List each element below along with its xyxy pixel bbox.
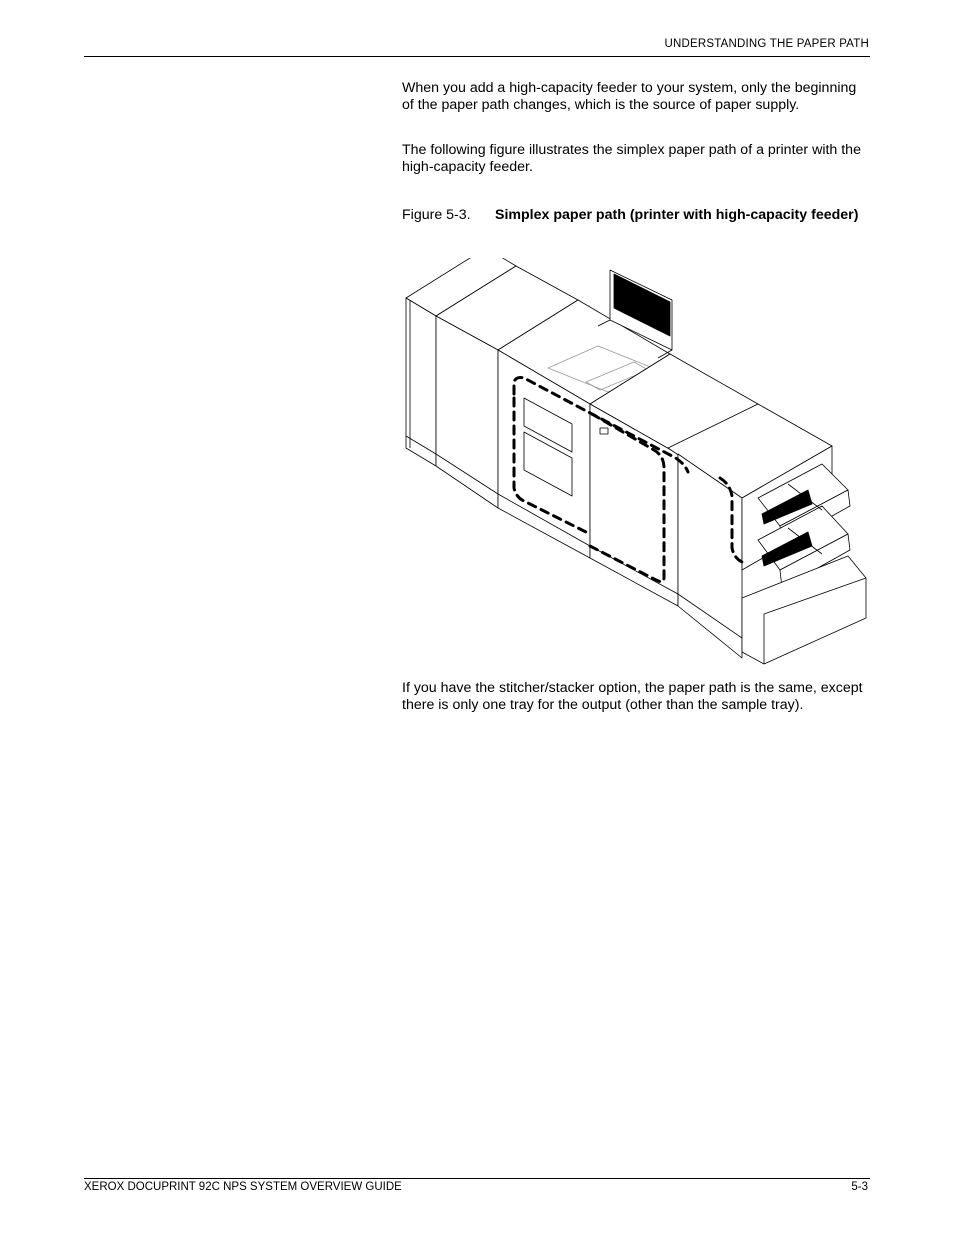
footer-guide-title: XEROX DOCUPRINT 92C NPS SYSTEM OVERVIEW GUIDE (84, 1181, 402, 1193)
footer-rule (84, 1178, 870, 1179)
figure-number: Figure 5-3. (402, 207, 471, 223)
header-rule (84, 56, 870, 57)
paragraph-intro: When you add a high-capacity feeder to your system, only the beginning of the paper path changes, which is the source of paper supply. (402, 80, 857, 113)
page-number: 5-3 (851, 1181, 868, 1193)
figure-title: Simplex paper path (printer with high-capacity feeder) (495, 207, 859, 223)
paragraph-stitcher: If you have the stitcher/stacker option, the paper path is the same, except there is only one tray for the output (other than the sample tray). (402, 680, 863, 713)
stacker-module (668, 404, 866, 664)
paragraph-figure-lead: The following figure illustrates the simplex paper path of a printer with the high-capacity feeder. (402, 142, 861, 175)
printer-paper-path-illustration (402, 258, 868, 668)
running-header: UNDERSTANDING THE PAPER PATH (664, 38, 869, 50)
